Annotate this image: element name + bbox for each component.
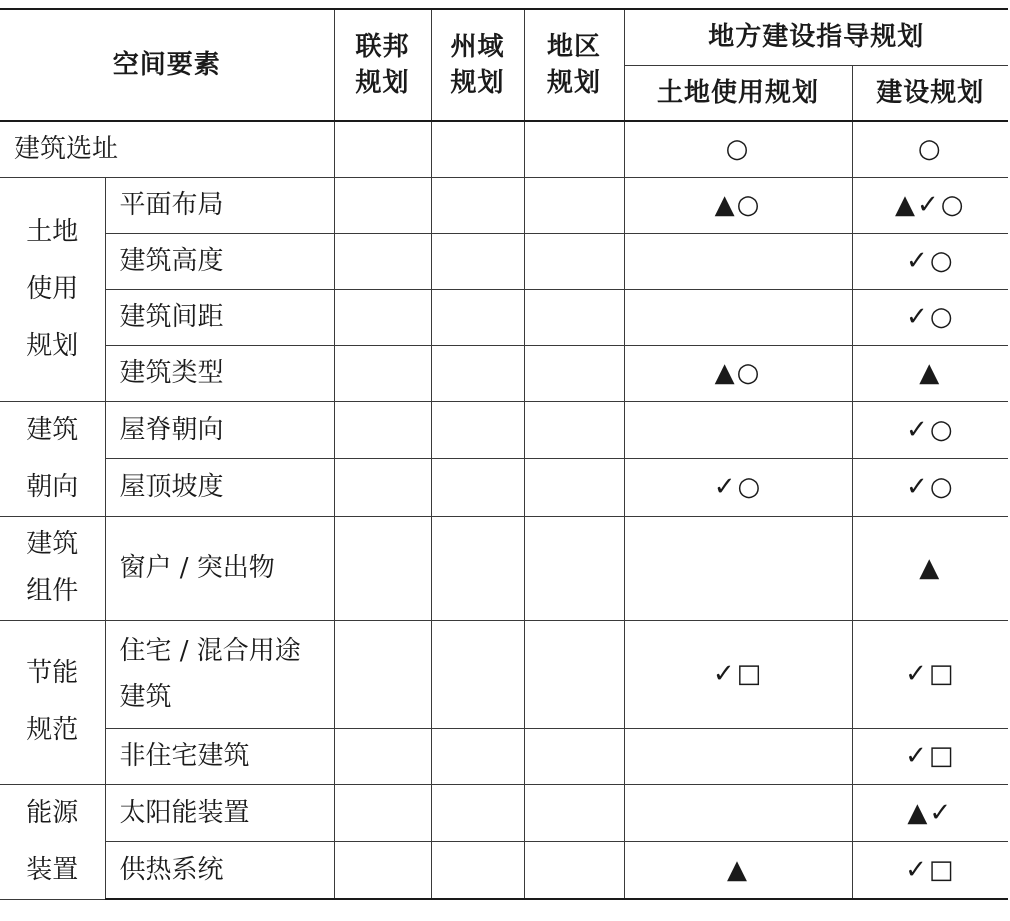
construction-symbol: ✓□ [852, 842, 1008, 900]
construction-symbol: ○ [852, 121, 1008, 177]
state-cell [431, 345, 524, 401]
regional-cell [524, 121, 624, 177]
row-label-line: 住宅 / 混合用途 [119, 636, 301, 666]
federal-cell [334, 842, 431, 900]
group-label-land-use [0, 177, 105, 401]
regional-cell [524, 842, 624, 900]
group-line: 建筑 [26, 529, 79, 559]
regional-cell [524, 177, 624, 233]
header-regional-line2: 规划 [547, 68, 602, 98]
row-label: 建筑类型 [105, 345, 334, 401]
row-label: 非住宅建筑 [105, 728, 334, 784]
table-row [0, 345, 1008, 401]
regional-cell [524, 345, 624, 401]
group-line: 能源 [26, 797, 79, 828]
regional-cell [524, 401, 624, 459]
table-row [0, 620, 1008, 728]
land-use-symbol: ▲○ [624, 345, 852, 401]
row-label: 平面布局 [105, 177, 334, 233]
state-cell [431, 177, 524, 233]
row-label: 太阳能装置 [105, 784, 334, 842]
federal-cell [334, 516, 431, 620]
row-label [105, 620, 334, 728]
regional-cell [524, 289, 624, 345]
federal-cell [334, 121, 431, 177]
federal-cell [334, 345, 431, 401]
group-line: 装置 [26, 854, 79, 885]
row-label-line: 建筑 [119, 682, 172, 712]
land-use-symbol [624, 233, 852, 289]
land-use-symbol: ✓○ [624, 459, 852, 517]
federal-cell [334, 289, 431, 345]
regional-cell [524, 233, 624, 289]
regional-cell [524, 728, 624, 784]
row-label: 窗户 / 突出物 [105, 516, 334, 620]
land-use-symbol: ✓□ [624, 620, 852, 728]
group-label-energy-device [0, 784, 105, 899]
construction-symbol: ✓○ [852, 401, 1008, 459]
federal-cell [334, 401, 431, 459]
construction-symbol: ✓□ [852, 728, 1008, 784]
row-label: 建筑间距 [105, 289, 334, 345]
construction-symbol: ✓○ [852, 289, 1008, 345]
federal-cell [334, 177, 431, 233]
row-label: 屋顶坡度 [105, 459, 334, 517]
land-use-symbol: ▲○ [624, 177, 852, 233]
state-cell [431, 459, 524, 517]
header-federal-plan [334, 9, 431, 121]
table-row [0, 459, 1008, 517]
construction-symbol: ✓○ [852, 233, 1008, 289]
group-line: 建筑 [26, 414, 79, 445]
land-use-symbol [624, 728, 852, 784]
header-spatial-elements: 空间要素 [0, 9, 334, 121]
federal-cell [334, 233, 431, 289]
state-cell [431, 289, 524, 345]
group-line: 规划 [26, 330, 79, 361]
state-cell [431, 233, 524, 289]
group-label-energy-code [0, 620, 105, 784]
header-state-line1: 州域 [450, 32, 505, 62]
group-label-components [0, 516, 105, 620]
construction-symbol: ▲ [852, 516, 1008, 620]
table-row [0, 842, 1008, 900]
construction-symbol: ▲✓ [852, 784, 1008, 842]
regional-cell [524, 459, 624, 517]
planning-matrix-table [0, 8, 1008, 900]
federal-cell [334, 620, 431, 728]
header-state-plan [431, 9, 524, 121]
header-state-line2: 规划 [450, 68, 505, 98]
construction-symbol: ▲ [852, 345, 1008, 401]
regional-cell [524, 620, 624, 728]
group-line: 土地 [26, 216, 79, 247]
land-use-symbol [624, 401, 852, 459]
header-regional-line1: 地区 [547, 32, 602, 62]
header-federal-line2: 规划 [355, 68, 410, 98]
header-federal-line1: 联邦 [355, 32, 410, 62]
group-line: 规范 [26, 715, 79, 745]
group-line: 朝向 [26, 471, 79, 502]
state-cell [431, 784, 524, 842]
state-cell [431, 728, 524, 784]
table-row [0, 784, 1008, 842]
row-label: 建筑选址 [0, 121, 334, 177]
row-label: 屋脊朝向 [105, 401, 334, 459]
regional-cell [524, 784, 624, 842]
table-row [0, 289, 1008, 345]
land-use-symbol: ○ [624, 121, 852, 177]
header-land-use-plan: 土地使用规划 [624, 65, 852, 121]
table-row [0, 233, 1008, 289]
state-cell [431, 516, 524, 620]
land-use-symbol [624, 289, 852, 345]
group-line: 节能 [26, 658, 79, 688]
group-label-orientation [0, 401, 105, 516]
group-line: 组件 [26, 576, 79, 606]
header-regional-plan [524, 9, 624, 121]
table-row [0, 516, 1008, 620]
land-use-symbol [624, 516, 852, 620]
state-cell [431, 620, 524, 728]
construction-symbol: ▲✓○ [852, 177, 1008, 233]
header-local-guidance-plan: 地方建设指导规划 [624, 9, 1008, 65]
table-row [0, 121, 1008, 177]
federal-cell [334, 784, 431, 842]
table-row [0, 177, 1008, 233]
table-row [0, 401, 1008, 459]
regional-cell [524, 516, 624, 620]
state-cell [431, 121, 524, 177]
construction-symbol: ✓○ [852, 459, 1008, 517]
row-label: 建筑高度 [105, 233, 334, 289]
state-cell [431, 401, 524, 459]
table-row [0, 728, 1008, 784]
row-label: 供热系统 [105, 842, 334, 900]
federal-cell [334, 728, 431, 784]
state-cell [431, 842, 524, 900]
land-use-symbol: ▲ [624, 842, 852, 900]
land-use-symbol [624, 784, 852, 842]
federal-cell [334, 459, 431, 517]
header-construction-plan: 建设规划 [852, 65, 1008, 121]
construction-symbol: ✓□ [852, 620, 1008, 728]
group-line: 使用 [26, 273, 79, 304]
